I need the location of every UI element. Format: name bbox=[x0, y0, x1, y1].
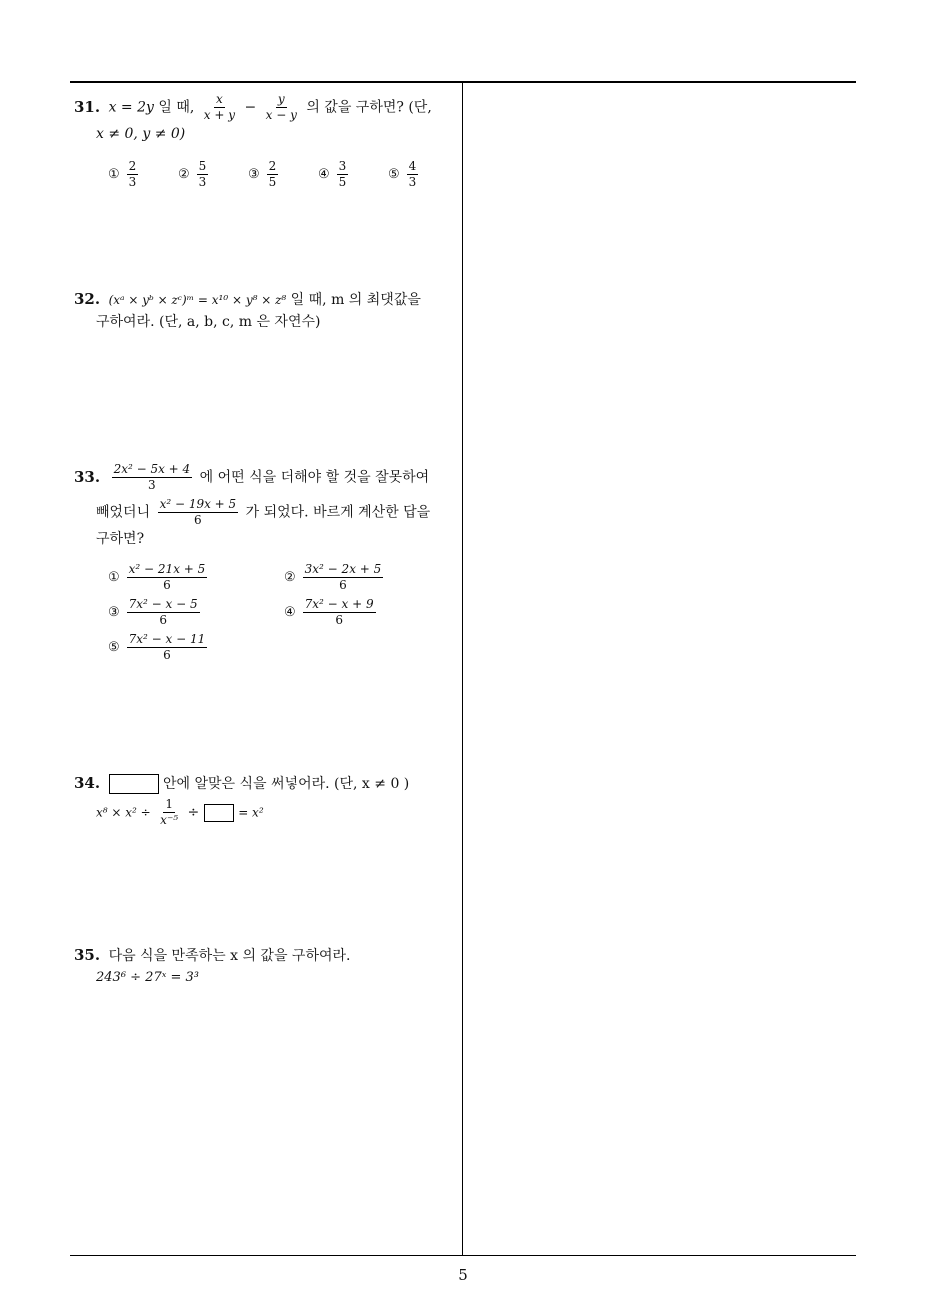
question-text: 안에 알맞은 식을 써넣어라. (단, x ≠ 0 ) bbox=[163, 776, 410, 792]
expression-part: ÷ bbox=[187, 804, 200, 821]
question-34 bbox=[74, 772, 458, 828]
bottom-rule bbox=[70, 1255, 856, 1256]
question-text: 일 때, m 의 최댓값을 bbox=[290, 292, 421, 308]
question-text-2: 구하여라. (단, a, b, c, m 은 자연수) bbox=[96, 314, 321, 330]
choice-1[interactable]: ① $\frac{2}{3}$ bbox=[108, 159, 137, 189]
question-text: 일 때, bbox=[158, 99, 195, 116]
choice-5[interactable]: ⑤ $\frac{4}{3}$ bbox=[388, 159, 417, 189]
question-text: 다음 식을 만족하는 x 의 값을 구하여라. bbox=[108, 948, 351, 964]
answer-box[interactable] bbox=[109, 774, 159, 794]
condition: x ≠ 0, y ≠ 0) bbox=[96, 126, 186, 142]
fraction-1: $\frac{\text{2x² − 5x + 4}}{3}$ bbox=[113, 462, 191, 492]
fraction-2: $\frac{y}{x - y}$ bbox=[265, 92, 297, 122]
choice-2[interactable]: ② $\frac{5}{3}$ bbox=[178, 159, 207, 189]
question-text: 빼었더니 bbox=[96, 504, 151, 521]
fraction: $\frac{1}{\text{x⁻⁵}}$ bbox=[160, 797, 179, 827]
question-number: 32. bbox=[74, 290, 101, 308]
choice-2[interactable]: ② $\frac{\text{3x² − 2x + 5}}{6}$ bbox=[284, 562, 382, 592]
expression: (xᵃ × yᵇ × zᶜ)ᵐ = x¹⁰ × y⁸ × z⁸ bbox=[108, 293, 287, 307]
question-number: 35. bbox=[74, 946, 101, 964]
column-divider bbox=[462, 83, 463, 1255]
question-number: 34. bbox=[74, 774, 101, 792]
choice-list bbox=[74, 159, 458, 190]
question-number: 31. bbox=[74, 97, 101, 116]
question-number: 33. bbox=[74, 467, 101, 486]
question-33 bbox=[74, 462, 458, 663]
question-35 bbox=[74, 944, 458, 989]
choice-3[interactable]: ③ $\frac{\text{7x² − x − 5}}{6}$ bbox=[108, 597, 198, 627]
top-rule bbox=[70, 81, 856, 83]
expression-part: = x² bbox=[238, 805, 264, 820]
choice-5[interactable]: ⑤ $\frac{\text{7x² − x − 11}}{6}$ bbox=[108, 632, 206, 662]
page-number: 5 bbox=[458, 1266, 468, 1284]
expression-part: x⁸ × x² ÷ bbox=[96, 805, 151, 820]
choice-list bbox=[74, 562, 458, 663]
question-text: 가 되었다. 바르게 계산한 답을 bbox=[245, 504, 431, 521]
question-31 bbox=[74, 92, 458, 190]
question-text: 에 어떤 식을 더해야 할 것을 잘못하여 bbox=[199, 469, 430, 486]
fraction-1: $\frac{x}{x + y}$ bbox=[203, 92, 235, 122]
fraction-2: $\frac{\text{x² − 19x + 5}}{6}$ bbox=[159, 497, 237, 527]
answer-box-inline[interactable] bbox=[204, 804, 234, 822]
choice-4[interactable]: ④ $\frac{3}{5}$ bbox=[318, 159, 347, 189]
lead-expression: x = 2y bbox=[108, 99, 154, 116]
expression: 243⁶ ÷ 27ˣ = 3³ bbox=[96, 970, 199, 985]
question-text: 의 값을 구하면? (단, bbox=[306, 99, 432, 116]
choice-1[interactable]: ① $\frac{\text{x² − 21x + 5}}{6}$ bbox=[108, 562, 206, 592]
question-text-3: 구하면? bbox=[96, 531, 145, 547]
choice-3[interactable]: ③ $\frac{2}{5}$ bbox=[248, 159, 277, 189]
choice-4[interactable]: ④ $\frac{\text{7x² − x + 9}}{6}$ bbox=[284, 597, 374, 627]
question-32 bbox=[74, 288, 458, 333]
minus-sign: − bbox=[244, 99, 257, 116]
